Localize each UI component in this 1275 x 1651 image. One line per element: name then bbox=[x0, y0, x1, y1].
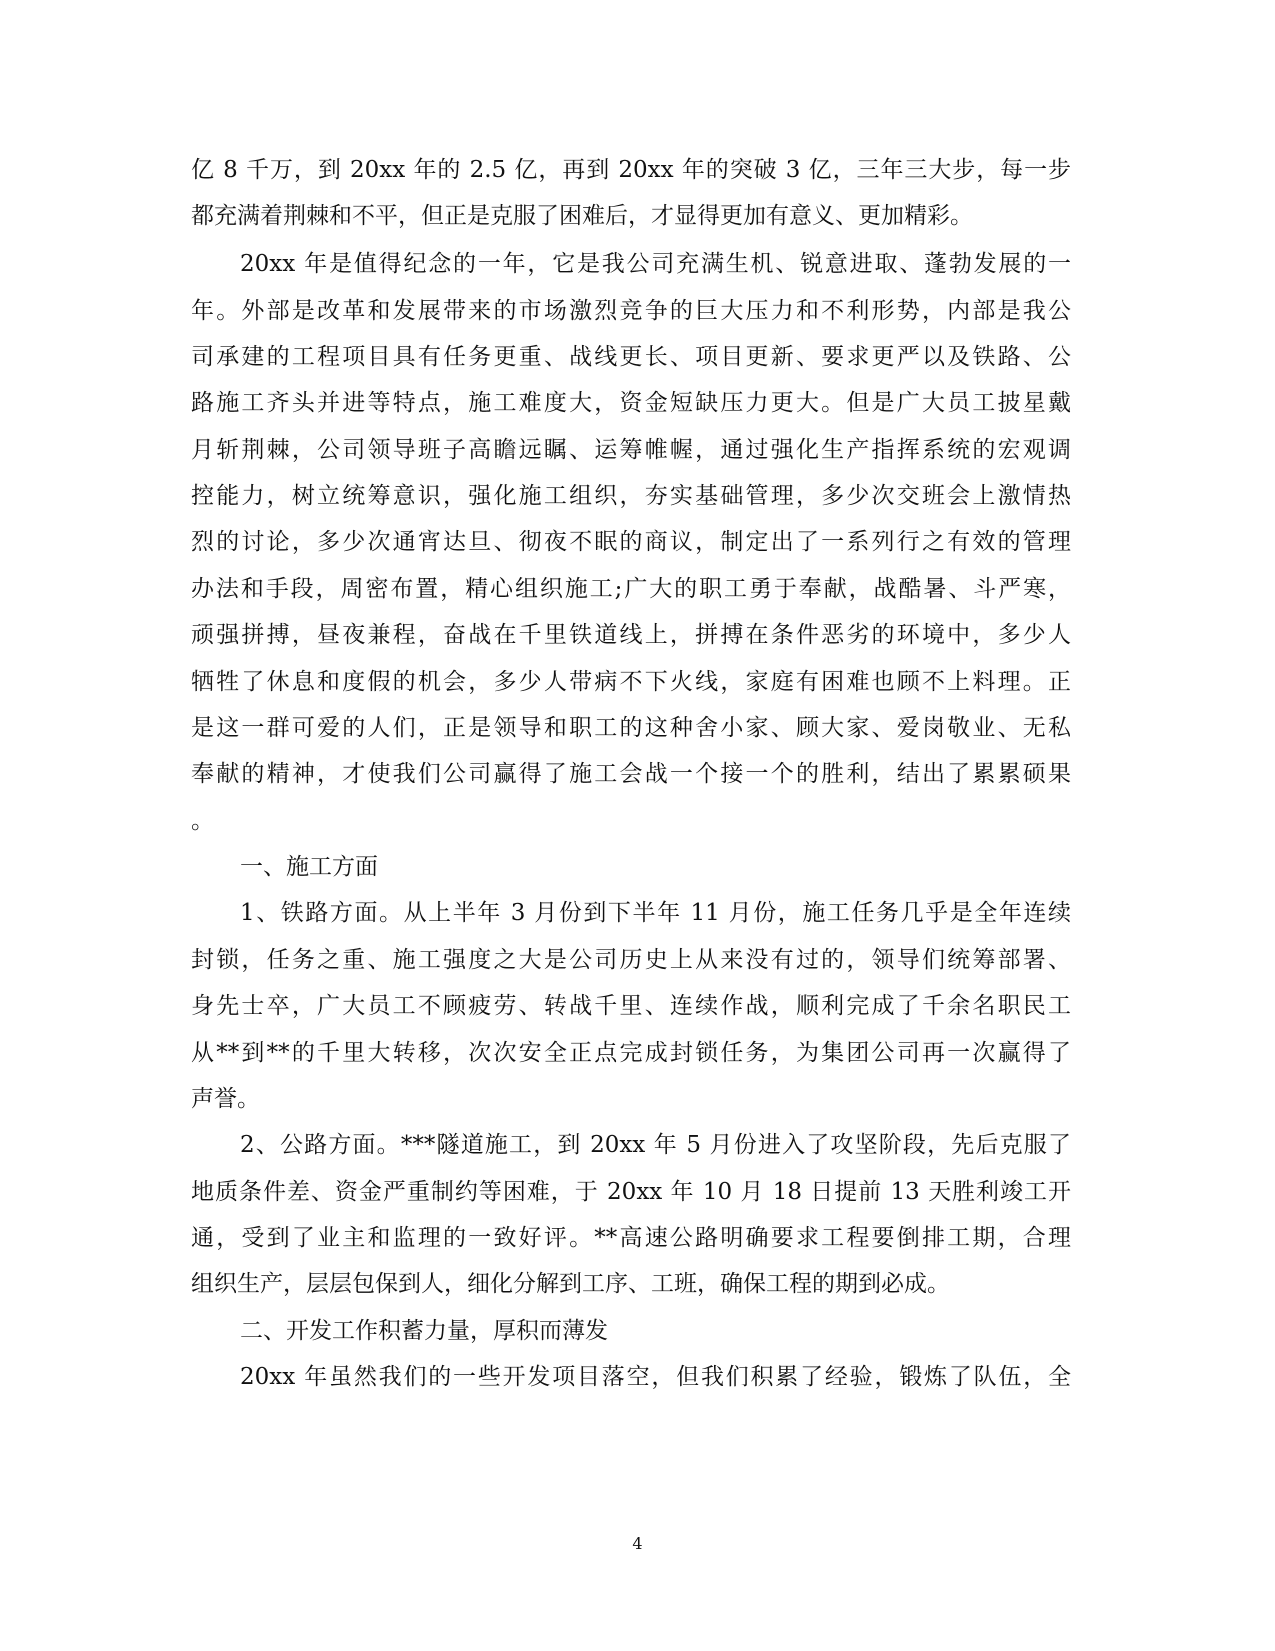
text-line: 通，受到了业主和监理的一致好评。**高速公路明确要求工程要倒排工期，合理 bbox=[191, 1225, 1071, 1251]
text-line: 地质条件差、资金严重制约等困难，于 20xx 年 10 月 18 日提前 13 天胜利竣工开 bbox=[191, 1179, 1071, 1205]
text-line: 牺牲了休息和度假的机会，多少人带病不下火线，家庭有困难也顾不上料理。正 bbox=[191, 669, 1071, 695]
text-line: 20xx 年是值得纪念的一年，它是我公司充满生机、锐意进取、蓬勃发展的一 bbox=[240, 251, 1071, 277]
page-number: 4 bbox=[632, 1534, 643, 1553]
text-line: 月斩荆棘，公司领导班子高瞻远瞩、运筹帷幄，通过强化生产指挥系统的宏观调 bbox=[191, 437, 1071, 463]
text-line: 是这一群可爱的人们，正是领导和职工的这种舍小家、顾大家、爱岗敬业、无私 bbox=[191, 715, 1071, 741]
text-line: 奉献的精神，才使我们公司赢得了施工会战一个接一个的胜利，结出了累累硕果 bbox=[191, 761, 1071, 787]
text-line: 声誉。 bbox=[191, 1086, 260, 1112]
text-line: 从**到**的千里大转移，次次安全正点完成封锁任务，为集团公司再一次赢得了 bbox=[191, 1040, 1071, 1066]
text-line: 20xx 年虽然我们的一些开发项目落空，但我们积累了经验，锻炼了队伍，全 bbox=[240, 1364, 1071, 1390]
text-line: 组织生产，层层包保到人，细化分解到工序、工班，确保工程的期到必成。 bbox=[191, 1271, 950, 1297]
text-line: 亿 8 千万，到 20xx 年的 2.5 亿，再到 20xx 年的突破 3 亿，三年三大步，每一步 bbox=[191, 157, 1071, 183]
text-line: 。 bbox=[191, 808, 214, 834]
text-line: 司承建的工程项目具有任务更重、战线更长、项目更新、要求更严以及铁路、公 bbox=[191, 344, 1071, 370]
section-heading: 一、施工方面 bbox=[240, 854, 378, 880]
text-line: 封锁，任务之重、施工强度之大是公司历史上从来没有过的，领导们统筹部署、 bbox=[191, 947, 1071, 973]
text-line: 控能力，树立统筹意识，强化施工组织，夯实基础管理，多少次交班会上激情热 bbox=[191, 483, 1071, 509]
section-heading: 二、开发工作积蓄力量，厚积而薄发 bbox=[240, 1318, 608, 1344]
text-line: 路施工齐头并进等特点，施工难度大，资金短缺压力更大。但是广大员工披星戴 bbox=[191, 390, 1071, 416]
text-line: 身先士卒，广大员工不顾疲劳、转战千里、连续作战，顺利完成了千余名职民工 bbox=[191, 993, 1071, 1019]
text-line: 烈的讨论，多少次通宵达旦、彻夜不眠的商议，制定出了一系列行之有效的管理 bbox=[191, 529, 1071, 555]
text-line: 办法和手段，周密布置，精心组织施工;广大的职工勇于奉献，战酷暑、斗严寒， bbox=[191, 576, 1071, 602]
text-line: 都充满着荆棘和不平，但正是克服了困难后，才显得更加有意义、更加精彩。 bbox=[191, 203, 973, 229]
text-line: 年。外部是改革和发展带来的市场激烈竞争的巨大压力和不利形势，内部是我公 bbox=[191, 298, 1071, 324]
text-line: 2、公路方面。***隧道施工，到 20xx 年 5 月份进入了攻坚阶段，先后克服了 bbox=[240, 1132, 1071, 1158]
text-line: 顽强拼搏，昼夜兼程，奋战在千里铁道线上，拼搏在条件恶劣的环境中，多少人 bbox=[191, 622, 1071, 648]
text-line: 1、铁路方面。从上半年 3 月份到下半年 11 月份，施工任务几乎是全年连续 bbox=[240, 900, 1071, 926]
